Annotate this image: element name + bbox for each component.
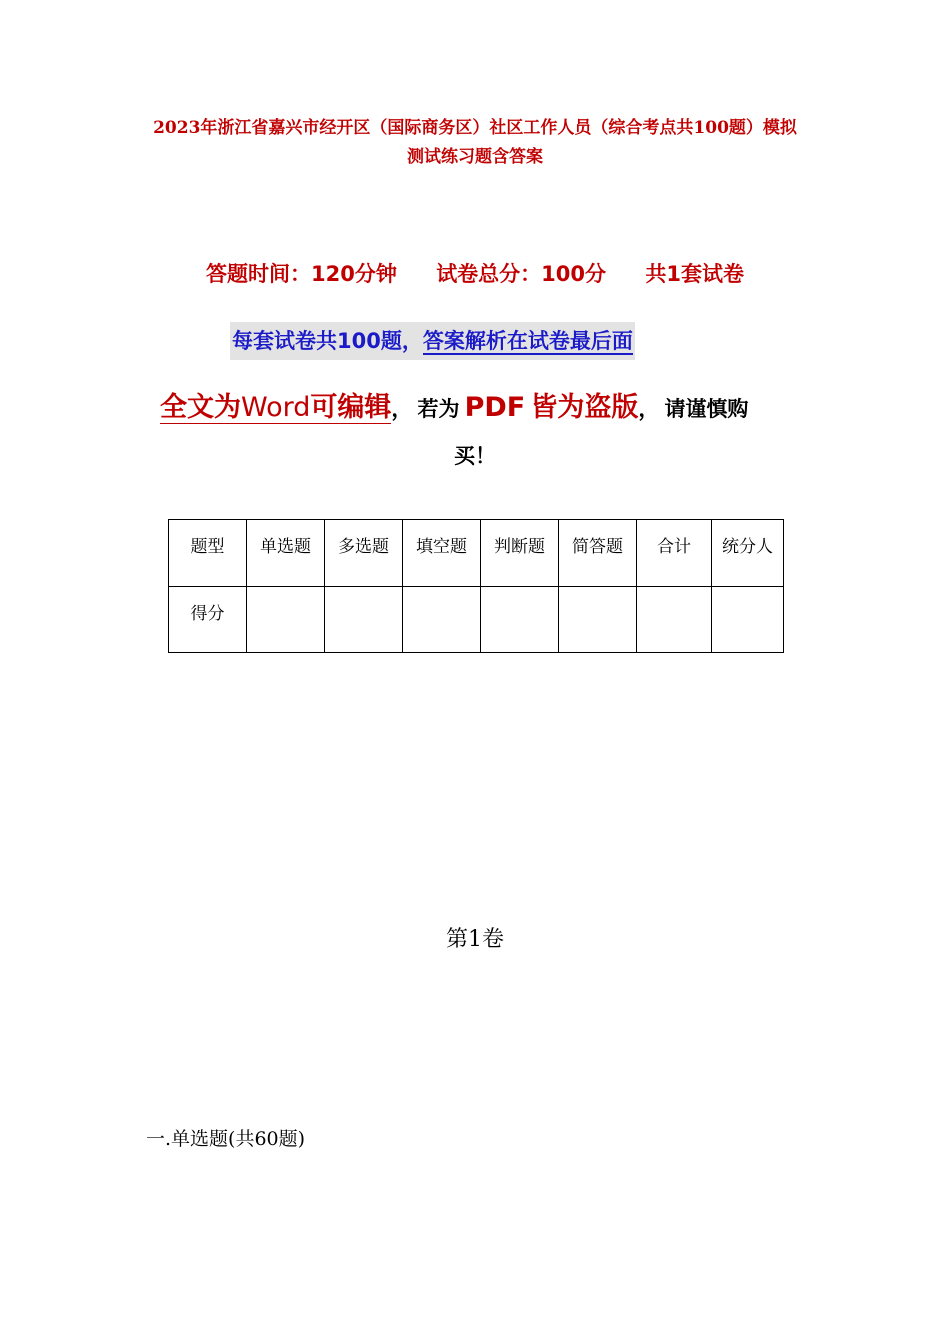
header-single-choice: 单选题: [247, 520, 325, 587]
answer-notice-link[interactable]: 答案解析在试卷最后面: [422, 329, 633, 353]
answer-notice-text: 每套试卷共100题，: [232, 329, 423, 353]
volume-heading: 第1卷: [446, 927, 504, 952]
score-table-score-row: [169, 586, 784, 653]
warning-editable-2: 可编辑: [310, 392, 392, 423]
score-cell[interactable]: [325, 586, 403, 653]
exam-total-score: 试卷总分：100分: [436, 262, 607, 286]
warning-word: Word: [241, 392, 311, 423]
header-type: 题型: [169, 520, 247, 587]
copyright-warning: [160, 382, 800, 437]
exam-set-count: 共1套试卷: [645, 262, 744, 286]
score-cell[interactable]: [559, 586, 637, 653]
warning-pirated: 皆为盗版: [530, 392, 639, 423]
warning-sep-2: ，: [638, 397, 660, 421]
warning-line-2: 买！: [454, 444, 496, 468]
score-cell[interactable]: [247, 586, 325, 653]
header-multi-choice: 多选题: [325, 520, 403, 587]
warning-editable-1: 全文为: [160, 392, 241, 423]
score-cell[interactable]: [637, 586, 712, 653]
header-fill-blank: 填空题: [403, 520, 481, 587]
document-title: 2023年浙江省嘉兴市经开区（国际商务区）社区工作人员（综合考点共100题）模拟测试练习题含答案: [153, 118, 797, 167]
header-short-answer: 简答题: [559, 520, 637, 587]
header-scorer: 统分人: [712, 520, 784, 587]
header-total: 合计: [637, 520, 712, 587]
score-table-header-row: [169, 520, 784, 587]
warning-if: 若为: [417, 397, 460, 421]
row-label-score: 得分: [169, 586, 247, 653]
score-cell[interactable]: [712, 586, 784, 653]
warning-caution: 请谨慎购: [664, 397, 749, 421]
exam-time: 答题时间：120分钟: [206, 262, 397, 286]
section-heading: 一.单选题(共60题): [146, 1128, 306, 1150]
warning-sep-1: ，: [391, 397, 413, 421]
answer-notice: [230, 322, 635, 360]
score-cell[interactable]: [481, 586, 559, 653]
warning-pdf: PDF: [464, 392, 526, 423]
score-table: [168, 519, 784, 653]
header-true-false: 判断题: [481, 520, 559, 587]
exam-meta: [0, 258, 950, 288]
score-cell[interactable]: [403, 586, 481, 653]
